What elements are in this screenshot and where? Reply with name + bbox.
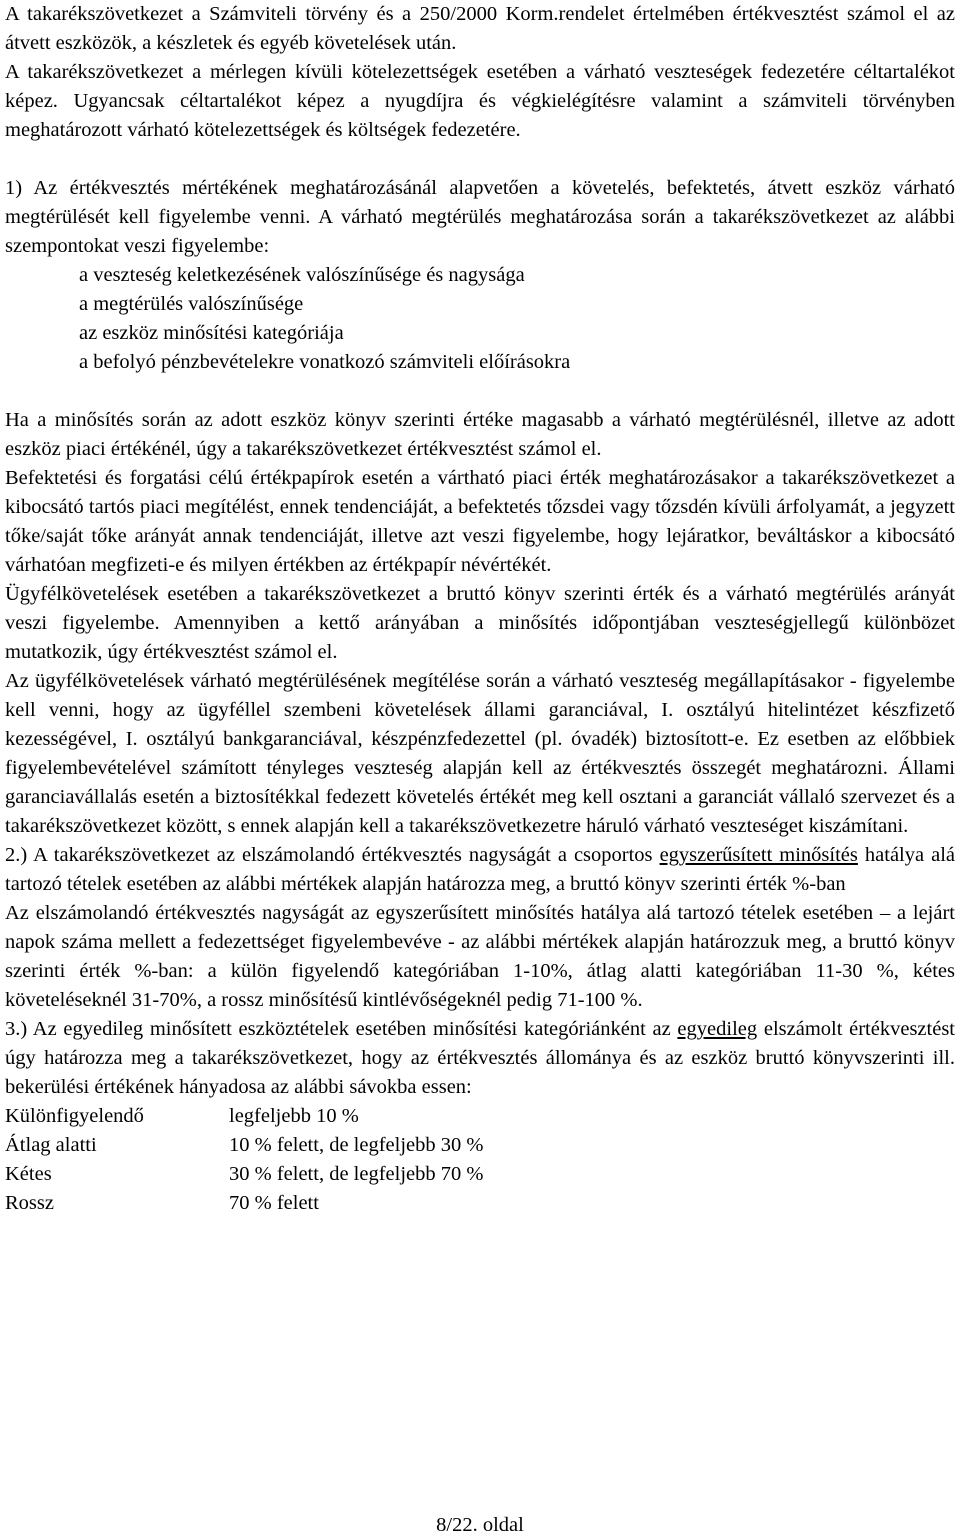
band-name: Kétes: [5, 1163, 52, 1185]
band-name: Különfigyelendő: [5, 1105, 144, 1127]
band-range: 10 % felett, de legfeljebb 30 %: [229, 1134, 484, 1156]
intro-paragraph-1: A takarékszövetkezet a Számviteli törvény és a 250/2000 Korm.rendelet értelmében értékvesztést számol el az átvett eszközök, a készletek és egyéb követelések után.: [5, 3, 955, 54]
intro-paragraph-2: A takarékszövetkezet a mérlegen kívüli kötelezettségek esetében a várható veszteségek fedezetére céltartalékot képez. Ugyancsak céltartalékot képez a nyugdíjra és végkielégítésre valamint a számviteli törvényben meghatározott várható kötelezettségek és költségek fedezetére.: [5, 61, 955, 141]
band-name: Átlag alatti: [5, 1134, 97, 1156]
document-page: [5, 0, 955, 1218]
section-3-paragraph: [5, 1015, 955, 1102]
section-2-paragraph-2: Az elszámolandó értékvesztés nagyságát az egyszerűsített minősítés hatálya alá tartozó tételek esetében – a lejárt napok száma mellett a fedezettséget figyelembevéve - az alábbi mértékek alapján határozzuk meg, a bruttó könyv szerinti érték %-ban: a külön figyelendő kategóriában 1-10%, átlag alatti kategóriában 11-30 %, kétes követeléseknél 31-70%, a rossz minősítésű kintlévőségeknél pedig 71-100 %.: [5, 902, 955, 1011]
criteria-list: [5, 261, 955, 377]
section-2-text-pre: 2.) A takarékszövetkezet az elszámolandó értékvesztés nagyságát a csoportos: [5, 844, 660, 866]
criteria-item: a befolyó pénzbevételekre vonatkozó számviteli előírásokra: [79, 351, 571, 373]
band-row: [5, 1189, 955, 1218]
section-2-underlined: egyszerűsített minősítés: [659, 844, 858, 866]
band-range: 30 % felett, de legfeljebb 70 %: [229, 1163, 484, 1185]
section-3-text-post: elszámolt értékvesztést úgy határozza meg a takarékszövetkezet, hogy az értékvesztés állománya és az eszköz bruttó könyvszerinti ill. bekerülési értékének hányadosa az alábbi sávokba essen:: [5, 1018, 955, 1098]
section-3-text-pre: 3.) Az egyedileg minősített eszköztételek esetében minősítési kategóriánként az: [5, 1018, 678, 1040]
band-row: [5, 1102, 955, 1131]
varhato-megterules-paragraph: Az ügyfélkövetelések várható megtérülésének megítélése során a várható veszteség megállapításakor - figyelembe kell venni, hogy az ügyféllel szembeni követelések állami garanciával, I. osztályú hitelintézet készfizető kezességével, I. osztályú bankgaranciával, készpénzfedezettel (pl. óvadék) biztosított-e. Ez esetben az előbbiek figyelembevételével számított tényleges veszteség alapján kell az értékvesztés összegét meghatározni. Állami garanciavállalás esetén a biztosítékkal fedezett követelés értékét meg kell osztani a garanciát vállaló szervezet és a takarékszövetkezet között, s ennek alapján kell a takarékszövetkezetre háruló várható veszteséget kiszámítani.: [5, 670, 955, 837]
befektetesi-paragraph: Befektetési és forgatási célú értékpapírok esetén a vártható piaci érték meghatározásakor a takarékszövetkezet a kibocsátó tartós piaci megítélést, ennek tendenciáját, a befektetés tőzsdei vagy tőzsdén kívüli árfolyamát, a jegyzett tőke/saját tőke arányát annak tendenciáját, illetve azt veszi figyelembe, hogy lejáratkor, beváltáskor a kibocsátó várhatóan megfizeti-e és milyen értékben az értékpapír névértékét.: [5, 467, 955, 576]
criteria-item: az eszköz minősítési kategóriája: [79, 322, 344, 344]
criteria-item: a megtérülés valószínűsége: [79, 293, 304, 315]
bands-table: [5, 1102, 955, 1218]
section-2-text-post: hatálya alá tartozó tételek esetében az alábbi mértékek alapján határozza meg, a bruttó könyv szerinti érték %-ban: [5, 844, 956, 895]
section-1-paragraph: 1) Az értékvesztés mértékének meghatározásánál alapvetően a követelés, befektetés, átvett eszköz várható megtérülését kell figyelembe venni. A várható megtérülés meghatározása során a takarékszövetkezet az alábbi szempontokat veszi figyelembe:: [5, 177, 955, 257]
band-range: legfeljebb 10 %: [229, 1105, 359, 1127]
band-name: Rossz: [5, 1192, 54, 1214]
ugyfelkovetelesek-paragraph: Ügyfélkövetelések esetében a takarékszövetkezet a bruttó könyv szerinti érték és a várható megtérülés arányát veszi figyelembe. Amennyiben a kettő arányában a minősítés időpontjában veszteségjellegű különbözet mutatkozik, úgy értékvesztést számol el.: [5, 583, 955, 663]
page-number: 8/22. oldal: [436, 1514, 524, 1536]
section-2-paragraph: [5, 841, 955, 899]
band-range: 70 % felett: [229, 1192, 319, 1214]
band-row: [5, 1131, 955, 1160]
section-3-underlined: egyedileg: [677, 1018, 758, 1040]
band-row: [5, 1160, 955, 1189]
minosites-paragraph: Ha a minősítés során az adott eszköz könyv szerinti értéke magasabb a várható megtérülésnél, illetve az adott eszköz piaci értékénél, úgy a takarékszövetkezet értékvesztést számol el.: [5, 409, 955, 460]
criteria-item: a veszteség keletkezésének valószínűsége és nagysága: [79, 264, 525, 286]
